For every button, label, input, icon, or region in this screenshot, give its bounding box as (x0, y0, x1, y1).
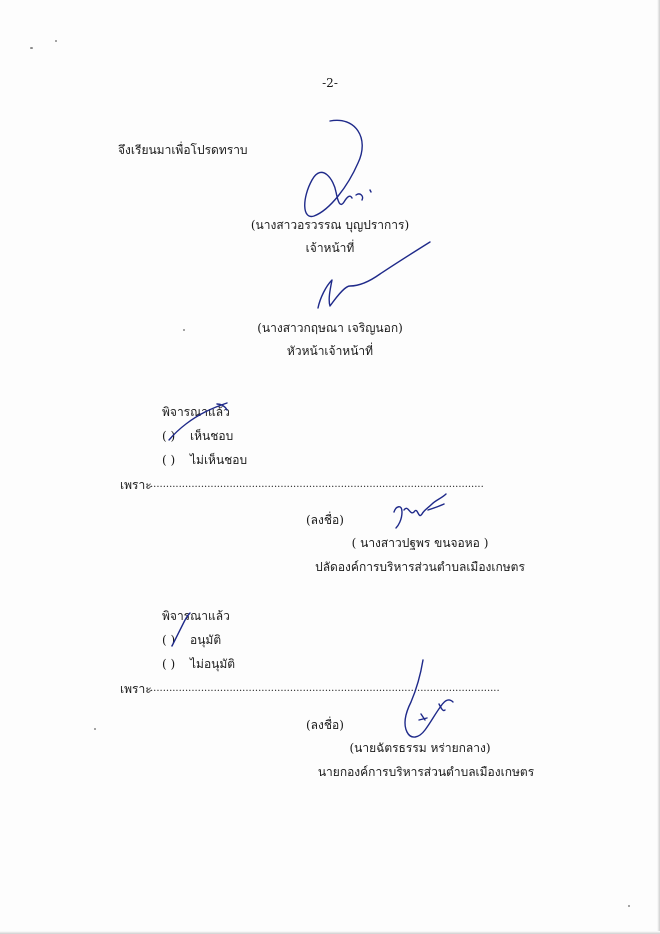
mayor-because-label: เพราะ (120, 682, 152, 696)
head-officer-name: (นางสาวกฤษณา เจริญนอก) (257, 321, 403, 335)
deputy-disagree-box: ( ) (162, 453, 176, 467)
officer-position: เจ้าหน้าที่ (305, 241, 355, 255)
scan-speck (30, 47, 33, 49)
mayor-signature (395, 658, 460, 743)
deputy-name: ( นางสาวปฐพร ขนจอหอ ) (351, 536, 489, 550)
mayor-reject-label: ไม่อนุมัติ (190, 657, 236, 671)
scan-speck (628, 905, 630, 907)
mayor-approve-label: อนุมัติ (190, 633, 222, 647)
mayor-reject-box: ( ) (162, 657, 176, 671)
mayor-considered-label: พิจารณาแล้ว (162, 609, 230, 623)
mayor-position: นายกองค์การบริหารส่วนตำบลเมืองเกษตร (317, 765, 535, 779)
deputy-position: ปลัดองค์การบริหารส่วนตำบลเมืองเกษตร (315, 560, 525, 574)
officer-signature (300, 118, 380, 223)
officer-name: (นางสาวอรวรรณ บุญปราการ) (250, 218, 410, 232)
deputy-because-label: เพราะ (120, 478, 152, 492)
head-officer-position: หัวหน้าเจ้าหน้าที่ (286, 344, 374, 358)
mayor-name: (นายฉัตรธรรม หร่ายกลาง) (349, 741, 491, 755)
page-number: -2- (322, 76, 338, 90)
mayor-check-mark (168, 612, 198, 648)
mayor-because-line: .............................................................................................................. (150, 683, 500, 694)
deputy-agree-label: เห็นชอบ (190, 429, 234, 443)
mayor-sign-label: (ลงชื่อ) (306, 718, 344, 732)
scan-speck (55, 40, 57, 42)
deputy-disagree-label: ไม่เห็นชอบ (190, 453, 248, 467)
deputy-signature (388, 490, 450, 530)
deputy-sign-label: (ลงชื่อ) (306, 513, 344, 527)
deputy-check-mark (165, 402, 230, 444)
closing-text: จึงเรียนมาเพื่อโปรดทราบ (118, 143, 248, 157)
deputy-because-line: ......................................................................................................... (150, 479, 484, 490)
scan-speck (183, 329, 185, 331)
head-officer-signature (310, 240, 435, 315)
deputy-agree-box: ( ) (162, 429, 176, 443)
scan-speck (94, 728, 96, 730)
deputy-considered-label: พิจารณาแล้ว (162, 405, 230, 419)
mayor-approve-box: ( ) (162, 633, 176, 647)
